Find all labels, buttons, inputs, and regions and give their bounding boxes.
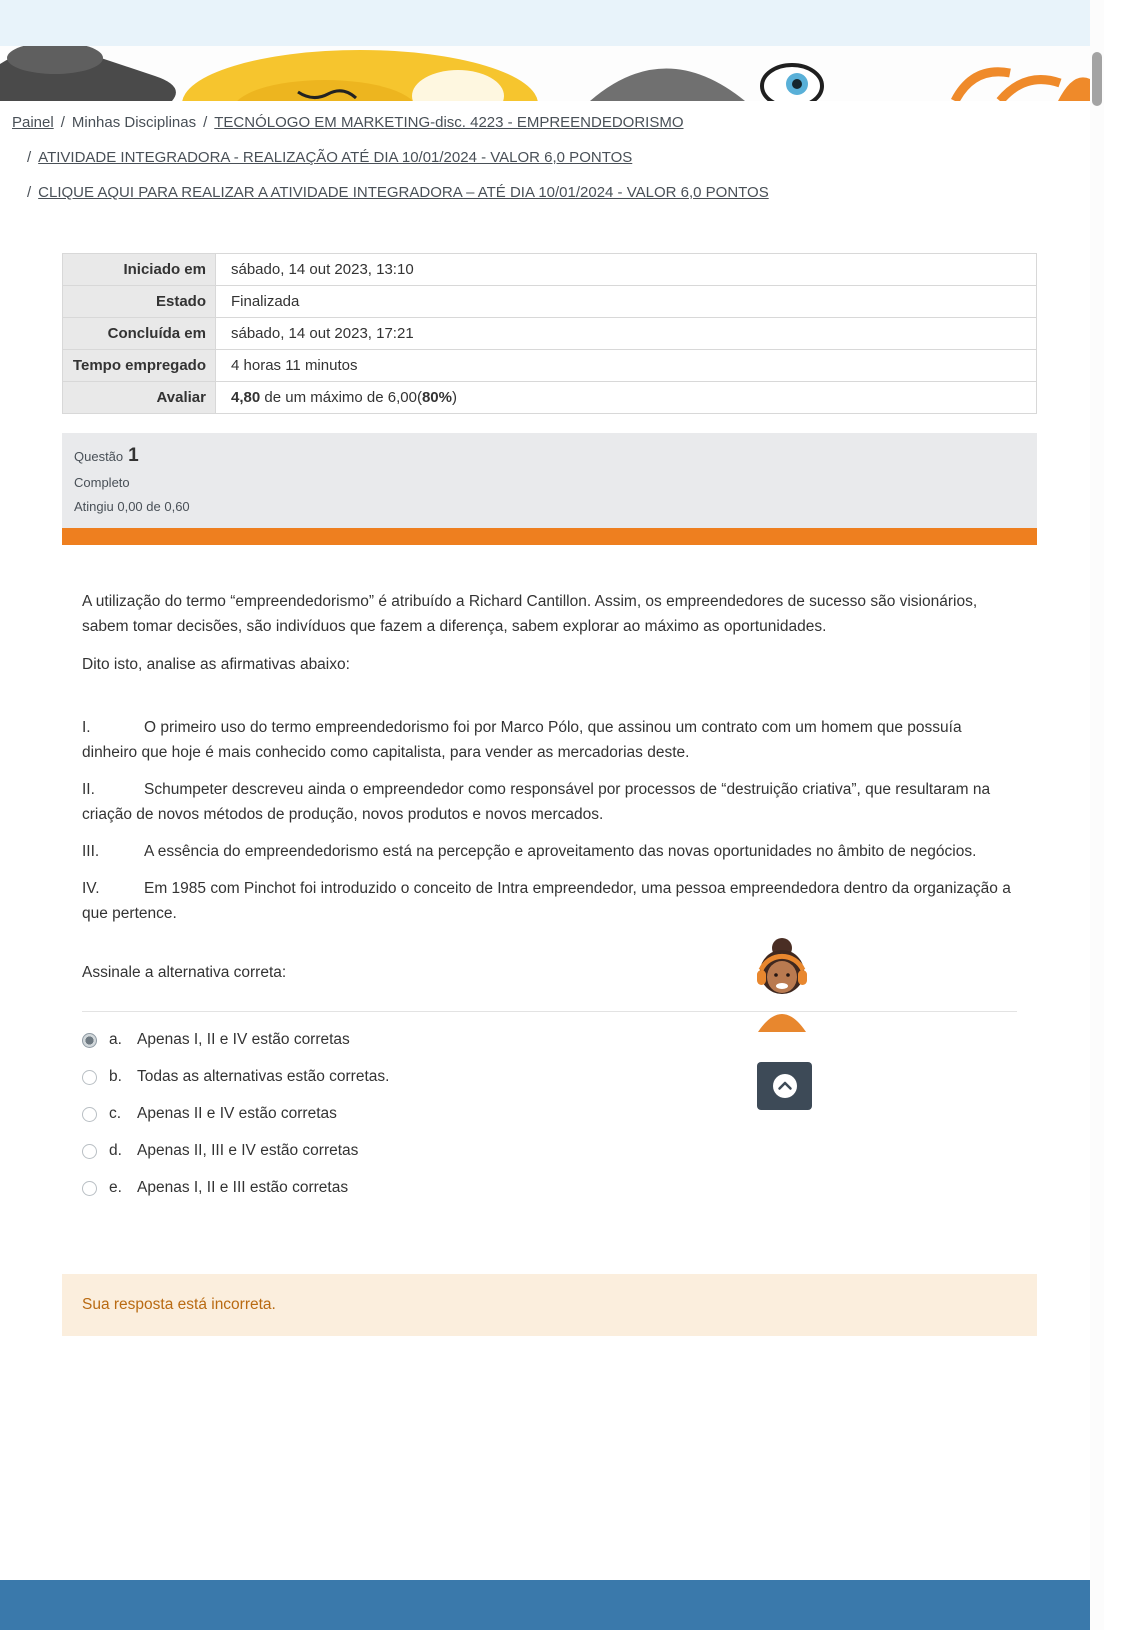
answer-option-b[interactable] [82, 1065, 1017, 1089]
breadcrumb-link-activity[interactable]: ATIVIDADE INTEGRADORA - REALIZAÇÃO ATÉ DIA 10/01/2024 - VALOR 6,0 PONTOS [38, 149, 633, 166]
banner-artwork [0, 46, 1090, 101]
question-prompt: Assinale a alternativa correta: [82, 964, 287, 981]
attempt-summary-table [62, 253, 1037, 414]
table-row [63, 382, 1037, 414]
scroll-to-top-button[interactable] [757, 1062, 812, 1110]
breadcrumb-separator: / [60, 114, 65, 131]
question-number: 1 [128, 445, 139, 466]
breadcrumb-link-painel[interactable]: Painel [12, 114, 54, 131]
question-block [62, 433, 1037, 1336]
question-status: Completo [74, 475, 130, 490]
table-row [63, 350, 1037, 382]
grade-text-end: ) [451, 389, 457, 406]
table-row [63, 318, 1037, 350]
breadcrumb-link-course[interactable]: TECNÓLOGO EM MARKETING-disc. 4223 - EMPREENDEDORISMO [214, 114, 684, 131]
option-d-text: Apenas II, III e IV estão corretas [137, 1142, 359, 1159]
statement-1-numeral: I. [82, 719, 91, 736]
statement-4 [82, 876, 1017, 926]
scrollbar-thumb[interactable] [1092, 52, 1102, 106]
table-row [63, 254, 1037, 286]
statement-2 [82, 777, 1017, 827]
summary-value-state: Finalizada [216, 286, 1037, 318]
option-b-radio[interactable] [82, 1070, 97, 1085]
answer-option-d[interactable] [82, 1139, 1017, 1163]
statement-4-numeral: IV. [82, 880, 100, 897]
question-info-header [62, 433, 1037, 528]
breadcrumb-line-2 [12, 147, 1072, 169]
answer-option-c[interactable] [82, 1102, 1017, 1126]
grade-text: de um máximo de 6,00( [260, 389, 422, 406]
answer-divider [82, 1011, 1017, 1012]
summary-label-grade: Avaliar [63, 382, 216, 414]
option-a-radio[interactable] [82, 1033, 97, 1048]
summary-label-started: Iniciado em [63, 254, 216, 286]
chevron-up-icon [772, 1073, 798, 1099]
option-a-text: Apenas I, II e IV estão corretas [137, 1031, 350, 1048]
answer-feedback: Sua resposta está incorreta. [62, 1274, 1037, 1336]
scrollbar-track[interactable] [1090, 0, 1104, 1630]
breadcrumb-separator: / [27, 184, 32, 201]
question-intro-paragraph: A utilização do termo “empreendedorismo” é atribuído a Richard Cantillon. Assim, os empreendedores de sucesso são visionários, sabem tomar decisões, são indivíduos que fazem a diferença, sabem explorar ao máximo as oportunidades. [82, 593, 978, 635]
footer-bar [0, 1580, 1104, 1630]
statement-3-text: A essência do empreendedorismo está na percepção e aproveitamento das novas oportunidades no âmbito de negócios. [144, 843, 977, 860]
course-banner-illustration [0, 46, 1090, 101]
summary-label-state: Estado [63, 286, 216, 318]
statement-1 [82, 715, 1017, 765]
avatar-graphic [748, 936, 816, 1032]
option-a-key: a. [109, 1031, 122, 1048]
question-points: Atingiu 0,00 de 0,60 [74, 499, 190, 514]
statement-2-numeral: II. [82, 781, 95, 798]
statement-1-text: O primeiro uso do termo empreendedorismo foi por Marco Pólo, que assinou um contrato com um homem que possuía dinheiro que hoje é mais conhecido como capitalista, para vender as mercadorias deste. [82, 719, 962, 761]
option-d-key: d. [109, 1142, 122, 1159]
summary-label-completed: Concluída em [63, 318, 216, 350]
breadcrumb-item-minhas-disciplinas: Minhas Disciplinas [71, 114, 197, 131]
grade-percent: 80% [421, 389, 452, 406]
summary-value-grade [216, 382, 1037, 414]
top-accent-bar [0, 0, 1090, 46]
option-e-key: e. [109, 1179, 122, 1196]
summary-value-started: sábado, 14 out 2023, 13:10 [216, 254, 1037, 286]
table-row [63, 286, 1037, 318]
option-d-radio[interactable] [82, 1144, 97, 1159]
question-accent-bar [62, 528, 1037, 545]
option-b-key: b. [109, 1068, 122, 1085]
statement-3 [82, 839, 1017, 864]
breadcrumb-link-quiz[interactable]: CLIQUE AQUI PARA REALIZAR A ATIVIDADE INTEGRADORA – ATÉ DIA 10/01/2024 - VALOR 6,0 PONTOS [38, 184, 769, 201]
statement-2-text: Schumpeter descreveu ainda o empreendedor como responsável por processos de “destruição criativa”, que resultaram na criação de novos métodos de produção, novos produtos e novos mercados. [82, 781, 991, 823]
breadcrumb [12, 112, 1072, 217]
summary-label-time-taken: Tempo empregado [63, 350, 216, 382]
breadcrumb-separator: / [203, 114, 208, 131]
summary-value-time-taken: 4 horas 11 minutos [216, 350, 1037, 382]
option-e-radio[interactable] [82, 1181, 97, 1196]
option-c-key: c. [109, 1105, 122, 1122]
answer-option-a[interactable] [82, 1028, 1017, 1052]
option-e-text: Apenas I, II e III estão corretas [137, 1179, 349, 1196]
grade-score: 4,80 [231, 389, 261, 406]
support-avatar-image [748, 936, 816, 1032]
summary-value-completed: sábado, 14 out 2023, 17:21 [216, 318, 1037, 350]
option-c-radio[interactable] [82, 1107, 97, 1122]
statement-4-text: Em 1985 com Pinchot foi introduzido o conceito de Intra empreendedor, uma pessoa empreendedora dentro da organização a que pertence. [82, 880, 1011, 922]
breadcrumb-separator: / [27, 149, 32, 166]
statement-3-numeral: III. [82, 843, 100, 860]
question-intro-paragraph-2: Dito isto, analise as afirmativas abaixo: [82, 656, 350, 673]
option-b-text: Todas as alternativas estão corretas. [137, 1068, 390, 1085]
answer-option-e[interactable] [82, 1176, 1017, 1200]
question-label: Questão [74, 449, 124, 464]
question-content [62, 545, 1037, 1274]
breadcrumb-line-3 [12, 182, 1072, 204]
breadcrumb-line-1 [12, 112, 1072, 134]
option-c-text: Apenas II e IV estão corretas [137, 1105, 337, 1122]
